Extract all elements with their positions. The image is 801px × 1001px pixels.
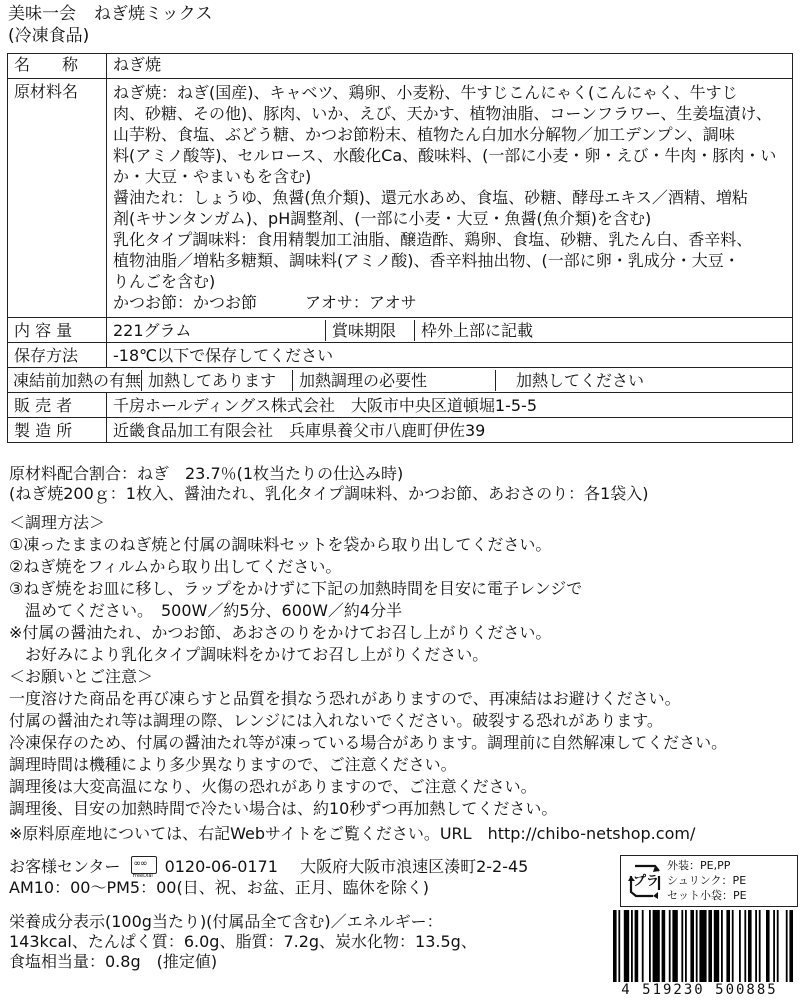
barcode-bar (672, 910, 677, 990)
barcode-bar (662, 910, 666, 990)
notes-line: 調理後、目安の加熱時間で冷たい場合は、約10秒ずつ再加熱してください。 (9, 799, 558, 818)
ingredients-line: 植物油脂／増粘多糖類、調味料(アミノ酸)、香辛料抽出物、(一部に卵・乳成分・大豆・ (113, 251, 740, 270)
barcode-number: 4 519230 500885 (603, 982, 796, 998)
expiry-label: 賞味期限 (325, 320, 414, 341)
seller-value: 千房ホールディングス株式会社 大阪市中央区道頓堀1-5-5 (107, 393, 793, 418)
barcode-bar (721, 910, 723, 990)
recycling-label (620, 855, 798, 907)
method-heading: ＜調理方法＞ (9, 513, 106, 532)
brand-name: 美味一会 (8, 4, 76, 24)
ingredients-line: 醤油たれ：しょうゆ、魚醤(魚介類)、還元水あめ、食塩、砂糖、酵母エキス／酒精、増粘 (113, 188, 748, 207)
name-value: ねぎ焼 (107, 54, 793, 79)
ingredients-label: 原材料名 (8, 79, 107, 318)
business-hours: AM10：00〜PM5：00(日、祝、お盆、正月、臨休を除く) (9, 878, 429, 897)
barcode-bar (618, 910, 620, 990)
method-line: ③ねぎ焼をお皿に移し、ラップをかけずに下記の加熱時間を目安に電子レンジで (9, 579, 583, 598)
expiry-value: 枠外上部に記載 (414, 320, 539, 341)
barcode-bar (613, 910, 617, 990)
method-line: ②ねぎ焼をフィルムから取り出してください。 (9, 557, 342, 576)
ingredient-ratio (9, 464, 649, 504)
barcode-bar (635, 910, 639, 990)
ingredients-line: かつお節：かつお節 アオサ：アオサ (113, 293, 417, 312)
barcode-bar (624, 910, 629, 990)
barcode-bar (708, 910, 712, 990)
center-label: お客様センター (9, 857, 121, 876)
ingredients-line: ねぎ焼：ねぎ(国産)、キャベツ、鶏卵、小麦粉、牛すじこんにゃく(こんにゃく、牛すじ (113, 83, 738, 102)
phone-number: 0120-06-0171 (164, 857, 278, 876)
barcode-bar (681, 910, 683, 990)
ingredients-line: りんごを含む) (113, 272, 216, 291)
maker-label: 製 造 所 (8, 418, 107, 443)
ratio-line: 原材料配合割合：ねぎ 23.7％(1枚当たりの仕込み時) (9, 464, 404, 483)
notes-heading: ＜お願いとご注意＞ (9, 667, 154, 686)
product-category: (冷凍食品) (8, 26, 90, 46)
freedial-icon: ∞∞ FreeDial (131, 856, 157, 874)
ingredients-line: 乳化タイプ調味料：食用精製加工油脂、醸造酢、鶏卵、食塩、砂糖、乳たん白、香辛料、 (113, 230, 753, 249)
cooking-method (9, 512, 582, 666)
barcode-bar (696, 910, 698, 990)
ingredients-list (107, 79, 793, 318)
ratio-line: (ねぎ焼200ｇ：1枚入、醤油たれ、乳化タイプ調味料、かつお節、あおさのり：各1袋入) (9, 484, 649, 503)
barcode-bar (685, 910, 687, 990)
nutrition-facts (9, 912, 477, 972)
barcode-bar (653, 910, 660, 990)
ingredients-line: 山芋粉、食塩、ぶどう糖、かつお節粉末、植物たん白加水分解物／加工デンプン、調味 (113, 125, 735, 144)
barcode-bar (732, 910, 734, 990)
shrink-material: シュリンク：PE (667, 874, 747, 887)
barcode-bar (699, 910, 706, 990)
outer-material: 外装：PE,PP (667, 859, 731, 872)
caution-notes (9, 666, 727, 820)
barcode-bar (766, 910, 770, 990)
barcode-bar (642, 910, 644, 990)
nutrition-line: 食塩相当量：0.8g (推定値) (9, 952, 218, 971)
barcode-bar (773, 910, 775, 990)
heated-value: 加熱してあります (141, 370, 292, 391)
cook-value: 加熱してください (495, 370, 650, 391)
content-label: 内 容 量 (8, 318, 107, 343)
storage-value: -18℃以下で保存してください (107, 343, 793, 368)
barcode-bar (759, 910, 761, 990)
ingredients-line: 肉、砂糖、その他)、豚肉、いか、えび、天かす、植物油脂、コーンフラワー、生姜塩漬け、 (113, 104, 772, 123)
customer-center (9, 856, 528, 877)
barcode-bar (748, 910, 752, 990)
method-line: ①凍ったままのねぎ焼と付属の調味料セットを袋から取り出してください。 (9, 535, 552, 554)
product-title (8, 4, 213, 24)
barcode-bar (726, 910, 730, 990)
barcode-bar (690, 910, 694, 990)
notes-line: 調理時間は機種により多少異なりますので、ご注意ください。 (9, 755, 457, 774)
name-label: 名 称 (8, 54, 107, 79)
notes-line: 一度溶けた商品を再び凍らすと品質を損なう恐れがありますので、再凍結はお避けください。 (9, 689, 681, 708)
method-line: ※付属の醤油たれ、かつお節、あおさのりをかけてお召し上がりください。 (9, 623, 552, 642)
nutrition-line: 143kcal、たんぱく質：6.0g、脂質：7.2g、炭水化物：13.5g、 (9, 932, 477, 951)
product-name: ねぎ焼ミックス (94, 4, 213, 24)
barcode-bar (755, 910, 757, 990)
center-address: 大阪府大阪市浪速区湊町2-2-45 (300, 857, 529, 876)
spec-table (7, 53, 793, 443)
storage-label: 保存方法 (8, 343, 107, 368)
ingredients-line: か・大豆・やまいもを含む) (113, 167, 312, 186)
heated-label: 凍結前加熱の有無 (13, 370, 142, 390)
barcode-bar (649, 910, 651, 990)
barcode-bar (739, 910, 741, 990)
content-value: 221グラム (113, 320, 192, 340)
ingredients-line: 剤(キサンタンガム)、pH調整剤、(一部に小麦・大豆・魚醤(魚介類)を含む) (113, 209, 652, 228)
notes-line: 調理後は大変高温になり、火傷の恐れがありますので、ご注意ください。 (9, 777, 537, 796)
barcode-bar (669, 910, 671, 990)
seller-label: 販 売 者 (8, 393, 107, 418)
cook-label: 加熱調理の必要性 (292, 370, 495, 391)
notes-line: 冷凍保存のため、付属の醤油たれ等が凍っている場合があります。調理前に自然解凍してください。 (9, 733, 728, 752)
method-line: お好みにより乳化タイプ調味料をかけてお召し上がりください。 (9, 645, 489, 664)
barcode-bar (777, 910, 779, 990)
pla-mark-text: プラ (633, 874, 660, 889)
barcode-bar (744, 910, 746, 990)
barcode (603, 910, 796, 997)
barcode-bar (714, 910, 719, 990)
origin-note: ※原料原産地については、右記Webサイトをご覧ください。URL http://chibo-netshop.com/ (9, 824, 696, 843)
barcode-bar (789, 910, 793, 990)
maker-value: 近畿食品加工有限会社 兵庫県養父市八鹿町伊佐39 (107, 418, 793, 443)
notes-line: 付属の醤油たれ等は調理の際、レンジには入れないでください。破裂する恐れがあります。 (9, 711, 663, 730)
set-material: セット小袋：PE (667, 889, 747, 902)
nutrition-heading: 栄養成分表示(100g当たり)(付属品全て含む)／エネルギー： (9, 912, 443, 931)
barcode-bar (786, 910, 788, 990)
method-line: 温めてください。 500W／約5分、600W／約4分半 (9, 601, 403, 620)
barcode-bars (603, 910, 796, 990)
barcode-bar (631, 910, 633, 990)
ingredients-line: 料(アミノ酸等)、セルロース、水酸化Ca、酸味料、(一部に小麦・卵・えび・牛肉・豚肉・い (113, 146, 777, 165)
